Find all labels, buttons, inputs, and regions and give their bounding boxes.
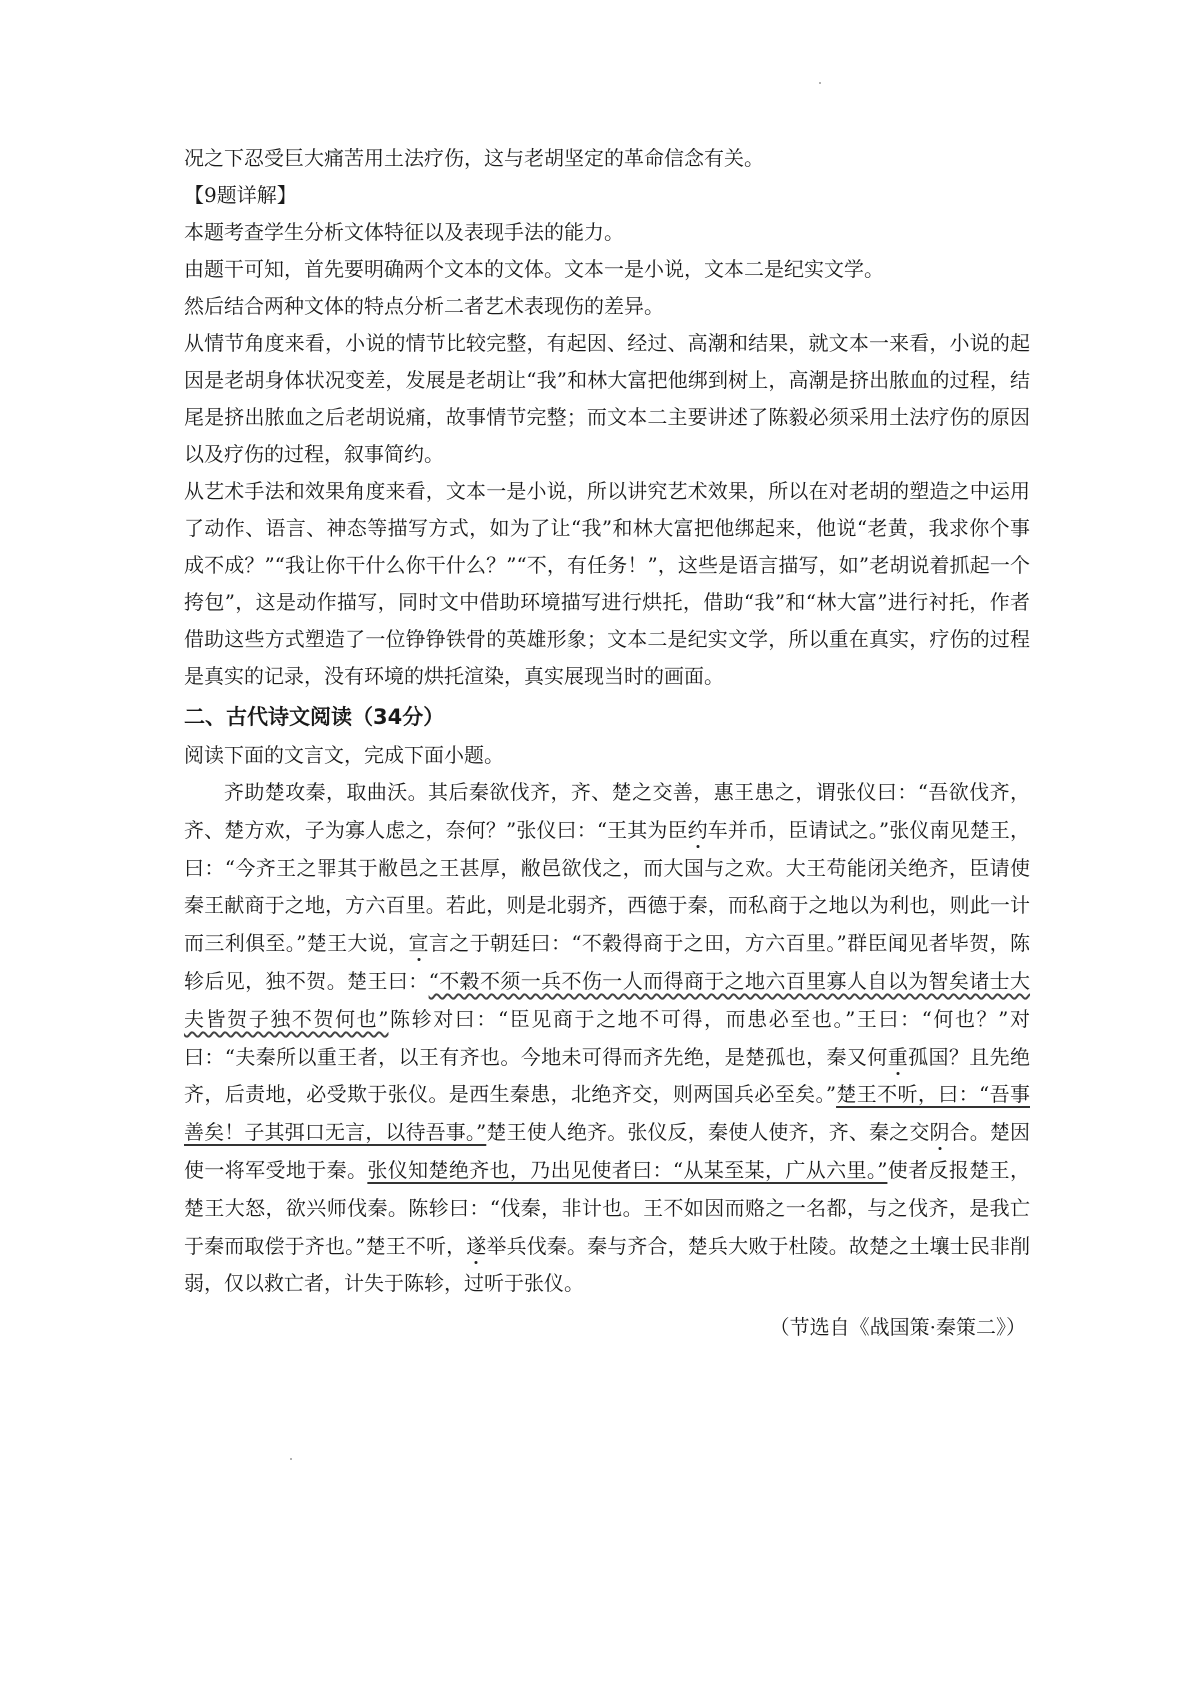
passage-text: 言之于朝廷曰：“不穀得商于之田，方六百里。”群臣闻见者毕贺，陈轸后见，独不贺。楚王曰： xyxy=(184,931,1030,993)
answer-paragraph: 然后结合两种文体的特点分析二者艺术表现伤的差异。 xyxy=(184,294,664,318)
classical-passage xyxy=(184,774,1030,1303)
section-instruction: 阅读下面的文言文，完成下面小题。 xyxy=(184,743,504,767)
dotted-word: 阴 xyxy=(929,1120,950,1145)
passage-text: 孤国？且先绝齐，后责地，必受欺于张仪。是西生秦患，北绝齐交，则两国兵必至矣。” xyxy=(184,1044,1031,1107)
dotted-word: 遂 xyxy=(466,1233,487,1258)
answer-continuation: 况之下忍受巨大痛苦用土法疗伤，这与老胡坚定的革命信念有关。 xyxy=(184,146,764,170)
passage-text: 齐助楚攻秦，取曲沃。其后秦欲伐齐，齐、楚之交善，惠王患之，谓张仪曰：“吾欲伐齐，齐、楚方欢，子为寡人虑之，奈何？”张仪曰：“王其为臣 xyxy=(184,780,1030,842)
passage-text: 合。楚因使一将军受地于秦。 xyxy=(184,1120,1031,1182)
document-body xyxy=(184,140,1030,1346)
passage-text: 陈轸对曰：“臣见商于之地不可得，而患必至也。”王曰：“何也？”对曰：“夫秦所以重王者，以王有齐也。今地未可得而齐先绝，是楚孤也，秦又何 xyxy=(184,1006,1030,1069)
passage-text: 楚王使人绝齐。张仪反，秦使人使齐，齐、秦之交 xyxy=(486,1120,930,1145)
passage-text: 使者反报楚王，楚王大怒，欲兴师伐秦。陈轸曰：“伐秦，非计也。王不如因而赂之一名都，与之伐齐，是我亡于秦而取偿于齐也。”楚王不听， xyxy=(184,1157,1031,1258)
passage-source: （节选自《战国策·秦策二》） xyxy=(769,1315,1026,1340)
plot-analysis-paragraph: 从情节角度来看，小说的情节比较完整，有起因、经过、高潮和结果，就文本一来看，小说的起因是老胡身体状况变差，发展是老胡让“我”和林大富把他绑到树上，高潮是挤出脓血的过程，结尾是挤出脓血之后老胡说痛，故事情节完整；而文本二主要讲述了陈毅必须采用土法疗伤的原因以及疗伤的过程，叙事简约。 xyxy=(184,331,1030,466)
passage-text: 车并币，臣请试之。”张仪南见楚王，曰：“今齐王之罪其于敝邑之王甚厚，敝邑欲伐之，而大国与之欢。大王苟能闭关绝齐，臣请使秦王献商于之地，方六百里。若此，则是北弱齐，西德于秦，而私商于之地以为利也，则此一计而三利俱至。”楚王大说， xyxy=(184,817,1030,956)
answer-paragraph: 本题考查学生分析文体特征以及表现手法的能力。 xyxy=(184,220,624,244)
question-9-label: 【9题详解】 xyxy=(184,183,297,207)
technique-analysis-paragraph: 从艺术手法和效果角度来看，文本一是小说，所以讲究艺术效果，所以在对老胡的塑造之中运用了动作、语言、神态等描写方式，如为了让“我”和林大富把他绑起来，他说“老黄，我求你个事成不成？”“我让你干什么你干什么？”“不，有任务！”，这些是语言描写，如”老胡说着抓起一个挎包”，这是动作描写，同时文中借助环境描写进行烘托，借助“我”和“林大富”进行衬托，作者借助这些方式塑造了一位铮铮铁骨的英雄形象；文本二是纪实文学，所以重在真实，疗伤的过程是真实的记录，没有环境的烘托渲染，真实展现当时的画面。 xyxy=(184,479,1030,688)
underlined-sentence: 楚王不听，曰：“吾事善矣！子其弭口无言，以待吾事。” xyxy=(184,1082,1030,1145)
dotted-word: 宣 xyxy=(408,931,429,956)
underlined-sentence: 张仪知楚绝齐也，乃出见使者曰：“从某至某，广从六里。” xyxy=(367,1157,888,1182)
scan-speck xyxy=(290,1458,292,1460)
scan-speck xyxy=(819,82,821,84)
wavy-underlined-sentence: “不穀不须一兵不伤一人而得商于之地六百里寡人自以为智矣诸士大夫皆贺子独不贺何也” xyxy=(184,968,1031,1031)
section-heading: 二、古代诗文阅读（34分） xyxy=(184,705,445,729)
answer-paragraph: 由题干可知，首先要明确两个文本的文体。文本一是小说，文本二是纪实文学。 xyxy=(184,257,884,281)
dotted-word: 重 xyxy=(887,1044,909,1069)
passage-text: 举兵伐秦。秦与齐合，楚兵大败于杜陵。故楚之土壤士民非削弱，仅以救亡者，计失于陈轸，过听于张仪。 xyxy=(184,1233,1031,1296)
dotted-word: 约 xyxy=(687,817,708,842)
